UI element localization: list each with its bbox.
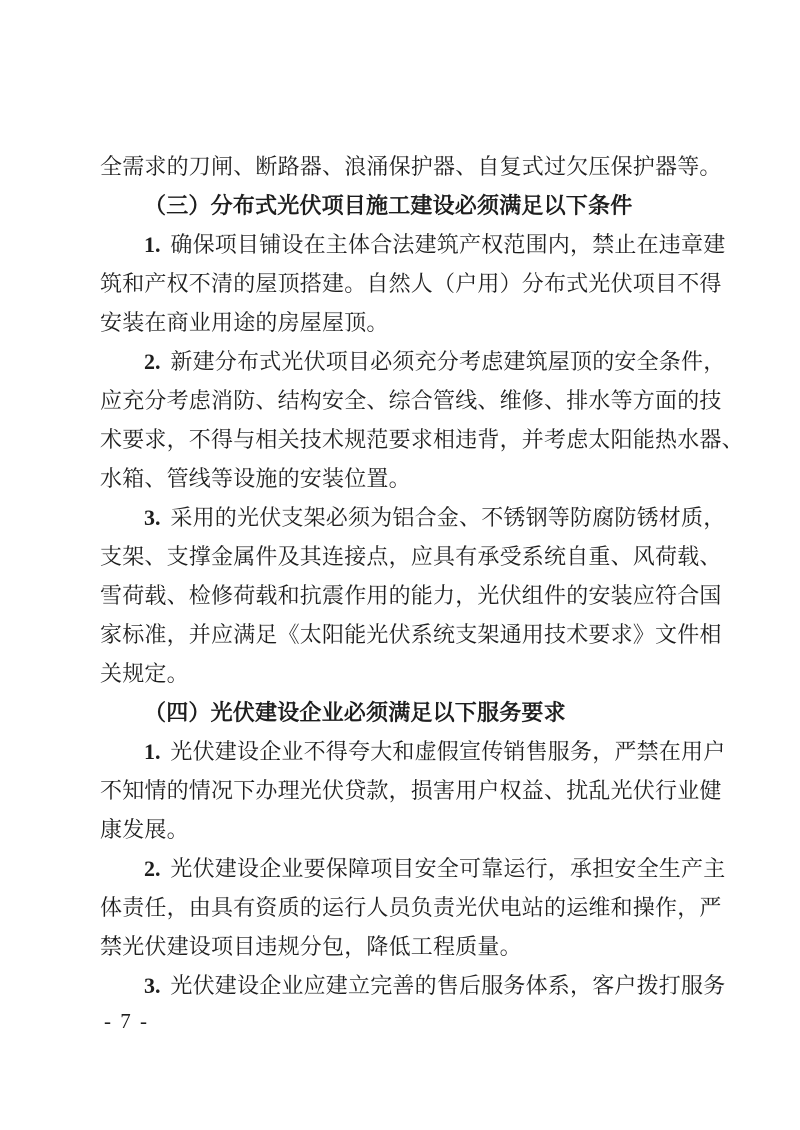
text-line: 家标准，并应满足《太阳能光伏系统支架通用技术要求》文件相 bbox=[100, 622, 722, 647]
text-line: 体责任，由具有资质的运行人员负责光伏电站的运维和操作，严 bbox=[100, 895, 722, 920]
text-line: 水箱、管线等设施的安装位置。 bbox=[100, 466, 411, 491]
section-heading-3: （三）分布式光伏项目施工建设必须满足以下条件 bbox=[144, 193, 633, 218]
text-line: 支架、支撑金属件及其连接点，应具有承受系统自重、风荷载、 bbox=[100, 544, 722, 569]
text-line: 不知情的情况下办理光伏贷款，损害用户权益、扰乱光伏行业健 bbox=[100, 778, 722, 803]
text-line: 雪荷载、检修荷载和抗震作用的能力，光伏组件的安装应符合国 bbox=[100, 583, 722, 608]
text-line bbox=[100, 849, 726, 888]
line-text: 采用的光伏支架必须为铝合金、不锈钢等防腐防锈材质， bbox=[170, 505, 726, 530]
list-number: 2. bbox=[144, 349, 161, 374]
line-text: 光伏建设企业应建立完善的售后服务体系，客户拨打服务 bbox=[170, 973, 726, 998]
list-number: 3. bbox=[144, 973, 161, 998]
document-text-block bbox=[100, 147, 744, 1005]
line-text: 光伏建设企业不得夸大和虚假宣传销售服务，严禁在用户 bbox=[170, 739, 726, 764]
text-line: 术要求，不得与相关技术规范要求相违背，并考虑太阳能热水器、 bbox=[100, 427, 744, 452]
text-line: 康发展。 bbox=[100, 817, 189, 842]
text-line bbox=[100, 966, 726, 1005]
text-line: 安装在商业用途的房屋屋顶。 bbox=[100, 310, 389, 335]
text-line: 全需求的刀闸、断路器、浪涌保护器、自复式过欠压保护器等。 bbox=[100, 154, 722, 179]
text-line bbox=[100, 498, 726, 537]
text-line bbox=[100, 732, 726, 771]
text-line: 关规定。 bbox=[100, 661, 189, 686]
line-text: 光伏建设企业要保障项目安全可靠运行，承担安全生产主 bbox=[170, 856, 726, 881]
text-line: 禁光伏建设项目违规分包，降低工程质量。 bbox=[100, 934, 522, 959]
line-text: 确保项目铺设在主体合法建筑产权范围内，禁止在违章建 bbox=[170, 232, 726, 257]
text-line: 筑和产权不清的屋顶搭建。自然人（户用）分布式光伏项目不得 bbox=[100, 271, 722, 296]
text-line: 应充分考虑消防、结构安全、综合管线、维修、排水等方面的技 bbox=[100, 388, 722, 413]
text-line bbox=[100, 342, 726, 381]
list-number: 3. bbox=[144, 505, 161, 530]
list-number: 1. bbox=[144, 739, 161, 764]
list-number: 2. bbox=[144, 856, 161, 881]
list-number: 1. bbox=[144, 232, 161, 257]
page-number: - 7 - bbox=[104, 1009, 149, 1033]
text-line bbox=[100, 225, 726, 264]
section-heading-4: （四）光伏建设企业必须满足以下服务要求 bbox=[144, 700, 566, 725]
line-text: 新建分布式光伏项目必须充分考虑建筑屋顶的安全条件， bbox=[170, 349, 726, 374]
